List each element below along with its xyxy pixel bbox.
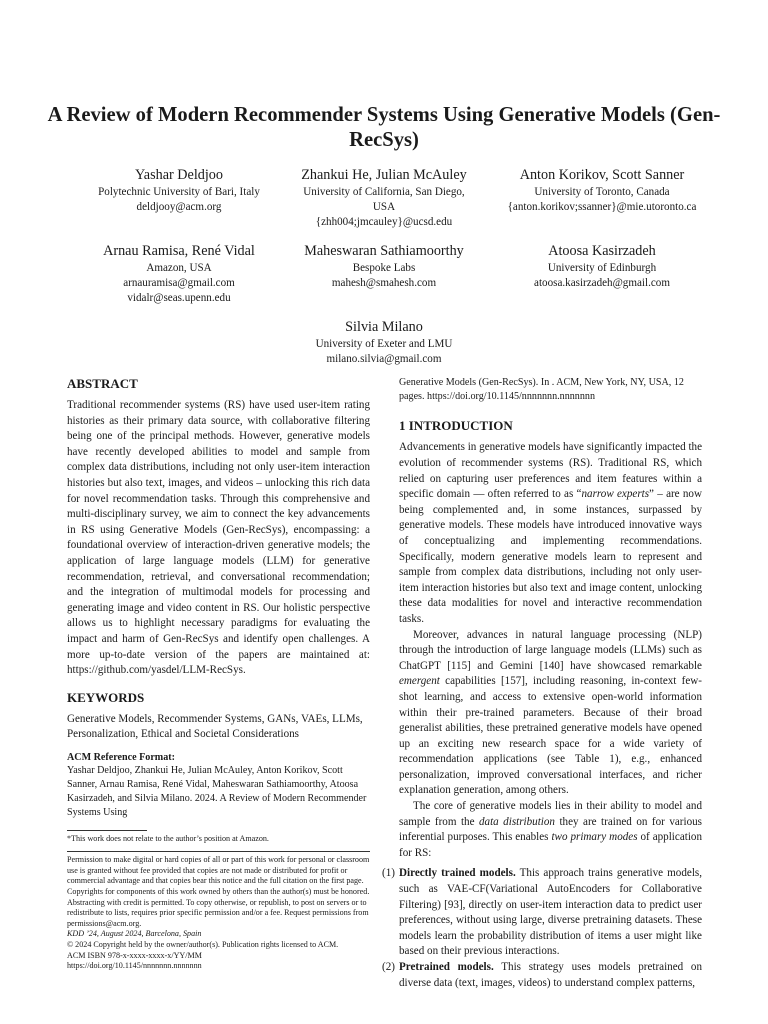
isbn: ACM ISBN 978-x-xxxx-xxxx-x/YY/MM: [67, 950, 202, 960]
author-name: Arnau Ramisa, René Vidal: [103, 243, 255, 259]
acm-ref-heading: ACM Reference Format:: [67, 751, 175, 763]
abstract-text: Traditional recommender systems (RS) have used user-item rating histories as their primary data source, with collaborative filtering being one of the principal methods. However, generative models have recently developed abilities to model and sample from complex data distributions, including not only user-item interaction histories but also text, images, and videos – unlocking this rich data for novel recommendation tasks. Through this comprehensive and multi-disciplinary survey, we aim to connect the key advancements in RS using Generative Models (Gen-RecSys), encompassing: a foundational overview of interaction-driven generative models; the application of large language models (LLM) for generative recommendation, retrieval, and conversational recommendation; and the integration of multimodal models for processing and generating image and video content in RS. Our holistic perspective allows us to highlight necessary paradigms for evaluating the impact and harm of Gen-RecSys and identify open challenges. A more up-to-date version of the papers are maintained at: https://github.com/yasdel/LLM-RecSys.: [67, 399, 370, 677]
left-column: [67, 376, 370, 972]
author-email: mahesh@smahesh.com: [331, 277, 437, 290]
conference-info: KDD ’24, August 2024, Barcelona, Spain: [67, 929, 202, 939]
acm-ref-continued: Generative Models (Gen-RecSys). In . ACM, New York, NY, USA, 12 pages. https://doi.org/10.1145/nnnnnnn.nnnnnnn: [399, 377, 684, 403]
keywords-text: Generative Models, Recommender Systems, GANs, VAEs, LLMs, Personalization, Ethical and Societal Considerations: [67, 712, 363, 741]
author-block: [482, 166, 722, 215]
doi-link: https://doi.org/10.1145/nnnnnnn.nnnnnnn: [67, 961, 202, 971]
author-affiliation: University of Toronto, Canada: [534, 186, 670, 198]
author-name: Anton Korikov, Scott Sanner: [519, 167, 685, 183]
author-affiliation: Amazon, USA: [146, 262, 212, 274]
author-name: Yashar Deldjoo: [134, 167, 223, 183]
permission-notice: Permission to make digital or hard copies of all or part of this work for personal or classroom use is granted without fee provided that copies are not made or distributed for profit or commercial advantage and that copies bear this notice and the full citation on the first page. Copyrights for components of this work owned by others than the author(s) must be honored. Abstracting with credit is permitted. To copy otherwise, or republish, to post on servers or to redistribute to lists, requires prior specific permission and/or a fee. Request permissions from permissions@acm.org.: [67, 855, 370, 928]
author-affiliation: University of Edinburgh: [547, 262, 657, 274]
author-block: [69, 242, 289, 307]
list-item: (2) Pretrained models. This strategy uses models pretrained on diverse data (text, images, videos) to understand complex patterns,: [382, 961, 702, 989]
author-email: atoosa.kasirzadeh@gmail.com: [534, 277, 670, 290]
author-affiliation: Bespoke Labs: [352, 262, 416, 274]
author-affiliation: Polytechnic University of Bari, Italy: [98, 186, 260, 198]
acm-ref-text: Yashar Deldjoo, Zhankui He, Julian McAuley, Anton Korikov, Scott Sanner, Arnau Ramisa, René Vidal, Maheswaran Sathiamoorthy, Atoosa Kasirzadeh, and Silvia Milano. 2024. A Review of Modern Recommender Systems Using: [67, 764, 367, 819]
author-email: {zhh004;jmcauley}@ucsd.edu: [315, 216, 453, 229]
author-email: milano.silvia@gmail.com: [326, 353, 442, 366]
footnote-divider: [67, 830, 147, 831]
author-name: Atoosa Kasirzadeh: [548, 243, 656, 259]
copyright-notice: © 2024 Copyright held by the owner/author(s). Publication rights licensed to ACM.: [67, 940, 339, 950]
author-name: Silvia Milano: [345, 319, 423, 335]
author-name: Maheswaran Sathiamoorthy: [304, 243, 464, 259]
paper-title: A Review of Modern Recommender Systems Using Generative Models (Gen-RecSys): [47, 104, 721, 151]
author-block: [274, 166, 494, 231]
author-block: [274, 242, 494, 291]
author-block: [69, 166, 289, 215]
footnote: *This work does not relate to the author’s position at Amazon.: [67, 833, 269, 843]
author-affiliation: University of Exeter and LMU: [315, 338, 453, 350]
right-column: [382, 376, 702, 991]
author-email: vidalr@seas.upenn.edu: [127, 292, 231, 305]
list-item: (1) Directly trained models. This approach trains generative models, such as VAE-CF(Variational AutoEncoders for Collaborative Filtering) [93], directly on user-item interaction data to predict user preferences, without using large, diverse pretraining datasets. These models learn the probability distribution of items a user might like based on their previous interactions.: [382, 867, 702, 958]
keywords-heading: KEYWORDS: [67, 689, 145, 705]
author-email: {anton.korikov;ssanner}@mie.utoronto.ca: [507, 201, 697, 214]
author-email: deldjooy@acm.org: [136, 201, 222, 214]
intro-heading: 1 INTRODUCTION: [399, 418, 513, 434]
author-email: arnauramisa@gmail.com: [123, 277, 235, 290]
permission-divider: [67, 851, 370, 852]
author-affiliation: USA: [372, 201, 396, 214]
intro-paragraph-1: Advancements in generative models have significantly impacted the evolution of recommender systems (RS). Traditional RS, which relied on capturing user preferences and item features within a specific domain — often referred to as “narrow experts” – are now being complemented and, in some instances, surpassed by generative models. These models have introduced innovative ways of conceptualizing and implementing recommendations. Specifically, modern generative models learn to represent and sample from complex data distributions, including not only user-item interaction histories but also text and image content, unlocking these data modalities for novel and interactive recommendation tasks.: [399, 441, 702, 625]
author-block: [274, 318, 494, 367]
author-name: Zhankui He, Julian McAuley: [301, 167, 467, 183]
author-affiliation: University of California, San Diego,: [303, 186, 465, 198]
author-block: [482, 242, 722, 291]
abstract-heading: ABSTRACT: [67, 376, 138, 391]
intro-paragraph-2: Moreover, advances in natural language processing (NLP) through the introduction of large language models (LLMs) such as ChatGPT [115] and Gemini [140] have showcased remarkable emergent capabilities [157], including reasoning, in-context few-shot learning, and access to extensive open-world information within their pre-trained parameters. Because of their broad generalist abilities, these pretrained generative models have opened up an exciting new research space for a wide variety of recommendation applications (see Table 1), e.g., enhanced personalization, improved conversational interfaces, and richer explanation generation, among others.: [399, 628, 702, 797]
intro-paragraph-3: The core of generative models lies in their ability to model and sample from the data distribution they are trained on for various inferential purposes. This enables two primary modes of application for RS:: [399, 800, 702, 859]
